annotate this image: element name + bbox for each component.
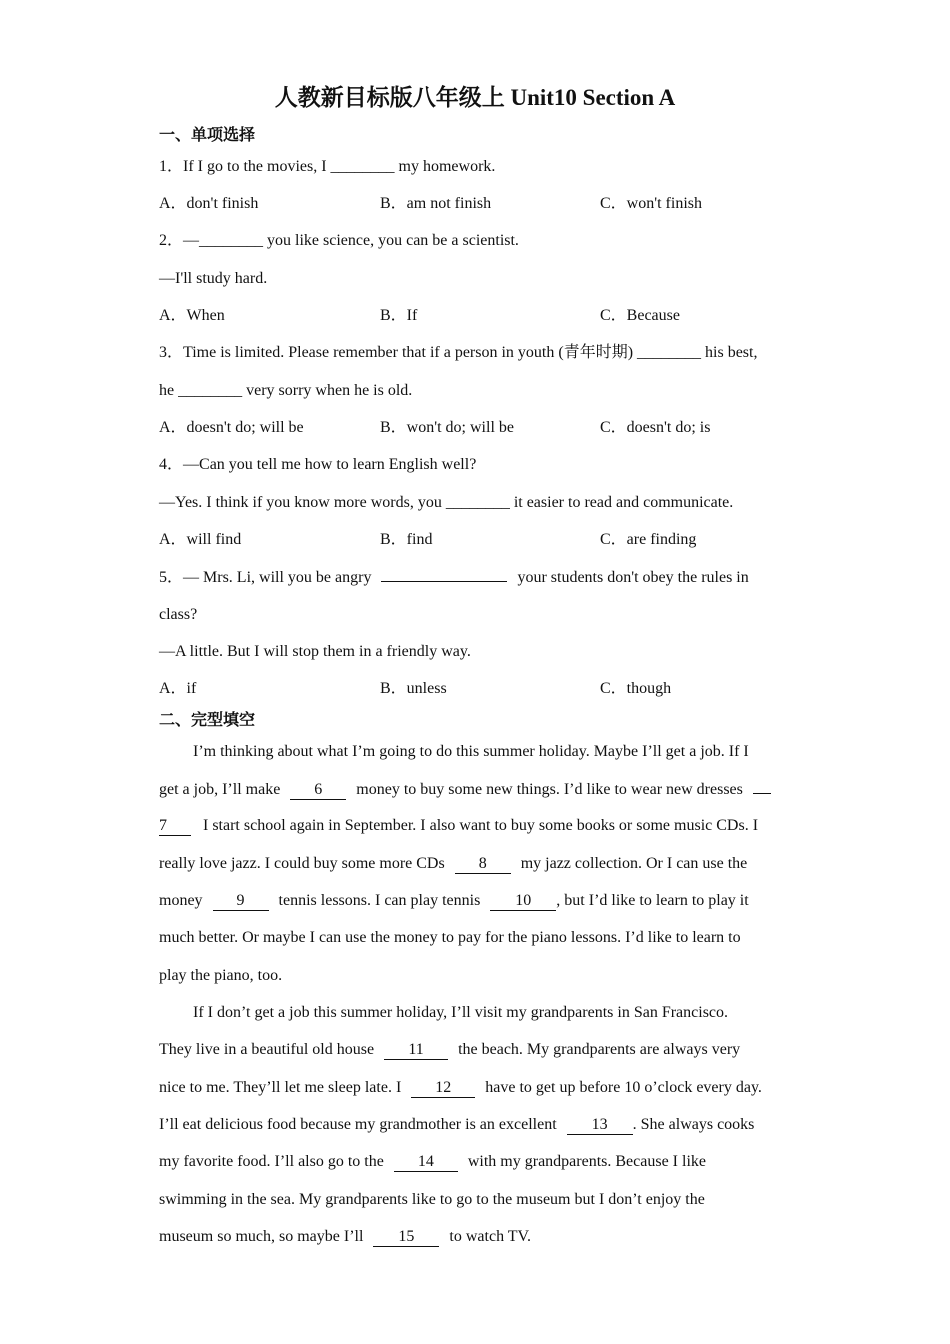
question-stem: — Mrs. Li, will you be angry bbox=[183, 569, 372, 586]
question-4 bbox=[159, 454, 476, 476]
page-title: 人教新目标版八年级上 Unit10 Section A bbox=[274, 85, 676, 110]
cloze-blank-15: 15 bbox=[373, 1228, 439, 1247]
question-5-continuation: class? bbox=[159, 606, 198, 623]
cloze-p1-line-7: play the piano, too. bbox=[159, 967, 283, 984]
section-heading-multiple-choice: 一、单项选择 bbox=[159, 125, 256, 144]
cloze-blank-7: 7 bbox=[159, 817, 191, 836]
text-segment: my favorite food. I’ll also go to the bbox=[159, 1153, 384, 1170]
cloze-p1-line-2 bbox=[159, 778, 771, 801]
text-segment: get a job, I’ll make bbox=[159, 781, 281, 798]
option-b: B．won't do; will be bbox=[380, 419, 514, 436]
cloze-p2-line-1: If I don’t get a job this summer holiday, I’ll visit my grandparents in San Francisco. bbox=[193, 1004, 729, 1021]
option-a: A．doesn't do; will be bbox=[159, 419, 304, 436]
option-b: B．am not finish bbox=[380, 195, 492, 212]
cloze-blank-6: 6 bbox=[290, 781, 346, 800]
cloze-p1-line-1: I’m thinking about what I’m going to do this summer holiday. Maybe I’ll get a job. If I bbox=[193, 743, 749, 760]
option-c: C．are finding bbox=[600, 531, 697, 548]
question-stem: If I go to the movies, I ________ my homework. bbox=[183, 158, 496, 175]
section-heading-cloze: 二、完型填空 bbox=[159, 710, 256, 729]
text-segment: They live in a beautiful old house bbox=[159, 1041, 375, 1058]
cloze-p2-line-6: swimming in the sea. My grandparents like to go to the museum but I don’t enjoy the bbox=[159, 1191, 705, 1208]
text-segment: I start school again in September. I also want to buy some books or some music CDs. I bbox=[203, 817, 759, 834]
text-segment: money to buy some new things. I’d like to wear new dresses bbox=[356, 781, 743, 798]
question-number: 3． bbox=[159, 344, 184, 361]
cloze-blank-8: 8 bbox=[455, 855, 511, 874]
text-segment: . She always cooks bbox=[632, 1116, 755, 1133]
cloze-blank-7-start bbox=[753, 778, 771, 794]
question-5 bbox=[159, 566, 749, 589]
question-5-reply: —A little. But I will stop them in a friendly way. bbox=[159, 643, 471, 660]
question-number: 5． bbox=[159, 569, 184, 586]
text-segment: , but I’d like to learn to play it bbox=[556, 892, 749, 909]
text-segment: have to get up before 10 o’clock every day. bbox=[485, 1079, 762, 1096]
cloze-blank-9: 9 bbox=[213, 892, 269, 911]
option-c: C．Because bbox=[600, 307, 680, 324]
text-segment: the beach. My grandparents are always very bbox=[458, 1041, 741, 1058]
text-segment: nice to me. They’ll let me sleep late. I bbox=[159, 1079, 402, 1096]
option-c: C．though bbox=[600, 680, 672, 697]
question-stem: Time is limited. Please remember that if a person in youth (青年时期) ________ his best, bbox=[183, 344, 758, 361]
cloze-p2-line-2 bbox=[159, 1039, 740, 1061]
question-number: 1． bbox=[159, 158, 184, 175]
cloze-p2-line-4 bbox=[159, 1114, 754, 1136]
cloze-p2-line-5 bbox=[159, 1151, 706, 1173]
text-segment: tennis lessons. I can play tennis bbox=[278, 892, 481, 909]
cloze-blank-10: 10 bbox=[490, 892, 556, 911]
cloze-p2-line-7 bbox=[159, 1226, 531, 1248]
text-segment: really love jazz. I could buy some more CDs bbox=[159, 855, 445, 872]
text-segment: money bbox=[159, 892, 203, 909]
question-stem: —Can you tell me how to learn English well? bbox=[183, 456, 477, 473]
question-stem: —________ you like science, you can be a scientist. bbox=[183, 232, 519, 249]
question-2-reply: —I'll study hard. bbox=[159, 270, 268, 287]
cloze-p1-line-3 bbox=[159, 815, 758, 837]
cloze-p2-line-3 bbox=[159, 1077, 762, 1099]
cloze-blank-12: 12 bbox=[411, 1079, 475, 1098]
question-4-reply: —Yes. I think if you know more words, you ________ it easier to read and communicate. bbox=[159, 494, 734, 511]
option-a: A．if bbox=[159, 680, 197, 697]
cloze-p1-line-6: much better. Or maybe I can use the money to pay for the piano lessons. I’d like to learn to bbox=[159, 929, 741, 946]
cloze-blank-14: 14 bbox=[394, 1153, 458, 1172]
text-segment: museum so much, so maybe I’ll bbox=[159, 1228, 364, 1245]
text-segment: my jazz collection. Or I can use the bbox=[520, 855, 748, 872]
answer-blank bbox=[381, 566, 507, 582]
option-b: B．unless bbox=[380, 680, 447, 697]
cloze-blank-11: 11 bbox=[384, 1041, 448, 1060]
question-number: 4． bbox=[159, 456, 184, 473]
text-segment: with my grandparents. Because I like bbox=[467, 1153, 706, 1170]
question-number: 2． bbox=[159, 232, 184, 249]
text-segment: to watch TV. bbox=[449, 1228, 532, 1245]
cloze-p1-line-5 bbox=[159, 890, 749, 912]
cloze-p1-line-4 bbox=[159, 853, 747, 875]
option-b: B．If bbox=[380, 307, 418, 324]
option-a: A．will find bbox=[159, 531, 242, 548]
question-stem-continued: your students don't obey the rules in bbox=[517, 569, 749, 586]
question-3-continuation: he ________ very sorry when he is old. bbox=[159, 382, 413, 399]
option-c: C．doesn't do; is bbox=[600, 419, 711, 436]
question-3 bbox=[159, 342, 757, 364]
cloze-blank-13: 13 bbox=[567, 1116, 633, 1135]
option-a: A．don't finish bbox=[159, 195, 259, 212]
option-c: C．won't finish bbox=[600, 195, 703, 212]
question-1 bbox=[159, 156, 495, 178]
text-segment: I’ll eat delicious food because my grandmother is an excellent bbox=[159, 1116, 557, 1133]
question-2 bbox=[159, 230, 519, 252]
option-a: A．When bbox=[159, 307, 225, 324]
option-b: B．find bbox=[380, 531, 433, 548]
